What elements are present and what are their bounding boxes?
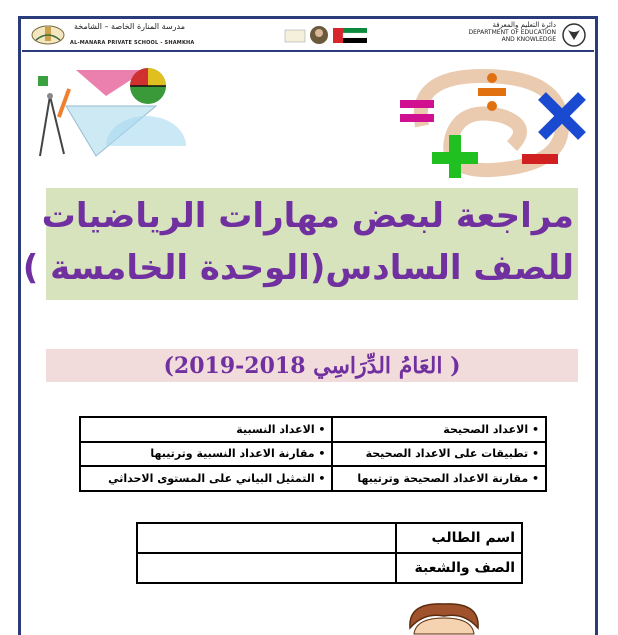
topic-label: مقارنة الاعداد النسبية وترتيبها — [150, 447, 315, 461]
school-name-arabic: مدرسة المنارة الخاصة – الشامخة — [74, 22, 186, 31]
uae-flag-emblem-icon — [283, 24, 371, 46]
page-border-left — [18, 16, 21, 635]
table-row — [137, 523, 522, 553]
topic-label: مقارنة الاعداد الصحيحة وترتيبها — [357, 472, 529, 486]
topic-label: الاعداد النسبية — [236, 422, 315, 436]
cartoon-student-icon — [404, 598, 484, 635]
math-symbols-icon — [392, 66, 592, 178]
page-title-line-2: للصف السادس(الوحدة الخامسة ) — [22, 248, 574, 288]
table-row — [137, 553, 522, 583]
topic-cell: • مقارنة الاعداد النسبية وترتيبها — [80, 442, 332, 467]
header-divider — [22, 50, 594, 52]
student-info-table — [136, 522, 523, 584]
authority-name-english-2: AND KNOWLEDGE — [501, 36, 556, 43]
class-section-field[interactable] — [137, 553, 396, 583]
topic-label: تطبيقات على الاعداد الصحيحة — [365, 447, 529, 461]
table-row — [80, 417, 546, 442]
geometry-tools-icon — [36, 66, 186, 162]
table-row — [80, 442, 546, 467]
topic-cell: • التمثيل البياني على المستوى الاحداثي — [80, 466, 332, 491]
topic-cell: • الاعداد الصحيحة — [332, 417, 546, 442]
page-border-right — [595, 16, 598, 635]
student-name-label: اسم الطالب — [396, 523, 522, 553]
page-title-line-1: مراجعة لبعض مهارات الرياضيات — [41, 196, 574, 236]
academic-year: ( العَامُ الدِّرَاسِي 2018-2019) — [163, 353, 461, 379]
page-border-top — [18, 16, 598, 19]
topic-label: التمثيل البياني على المستوى الاحداثي — [108, 472, 315, 486]
school-name-english: AL-MANARA PRIVATE SCHOOL - SHAMKHA — [70, 40, 195, 46]
student-name-field[interactable] — [137, 523, 396, 553]
authority-name — [464, 22, 556, 43]
topic-cell: • مقارنة الاعداد الصحيحة وترتيبها — [332, 466, 546, 491]
topics-table — [79, 416, 547, 492]
topic-cell: • تطبيقات على الاعداد الصحيحة — [332, 442, 546, 467]
authority-name-english-1: DEPARTMENT OF EDUCATION — [468, 29, 556, 36]
topic-label: الاعداد الصحيحة — [443, 422, 529, 436]
authority-name-arabic: دائرة التعليم والمعرفة — [492, 21, 556, 29]
school-logo-icon — [30, 24, 66, 46]
falcon-logo-icon — [560, 22, 588, 48]
class-section-label: الصف والشعبة — [396, 553, 522, 583]
topic-cell: • الاعداد النسبية — [80, 417, 332, 442]
table-row — [80, 466, 546, 491]
